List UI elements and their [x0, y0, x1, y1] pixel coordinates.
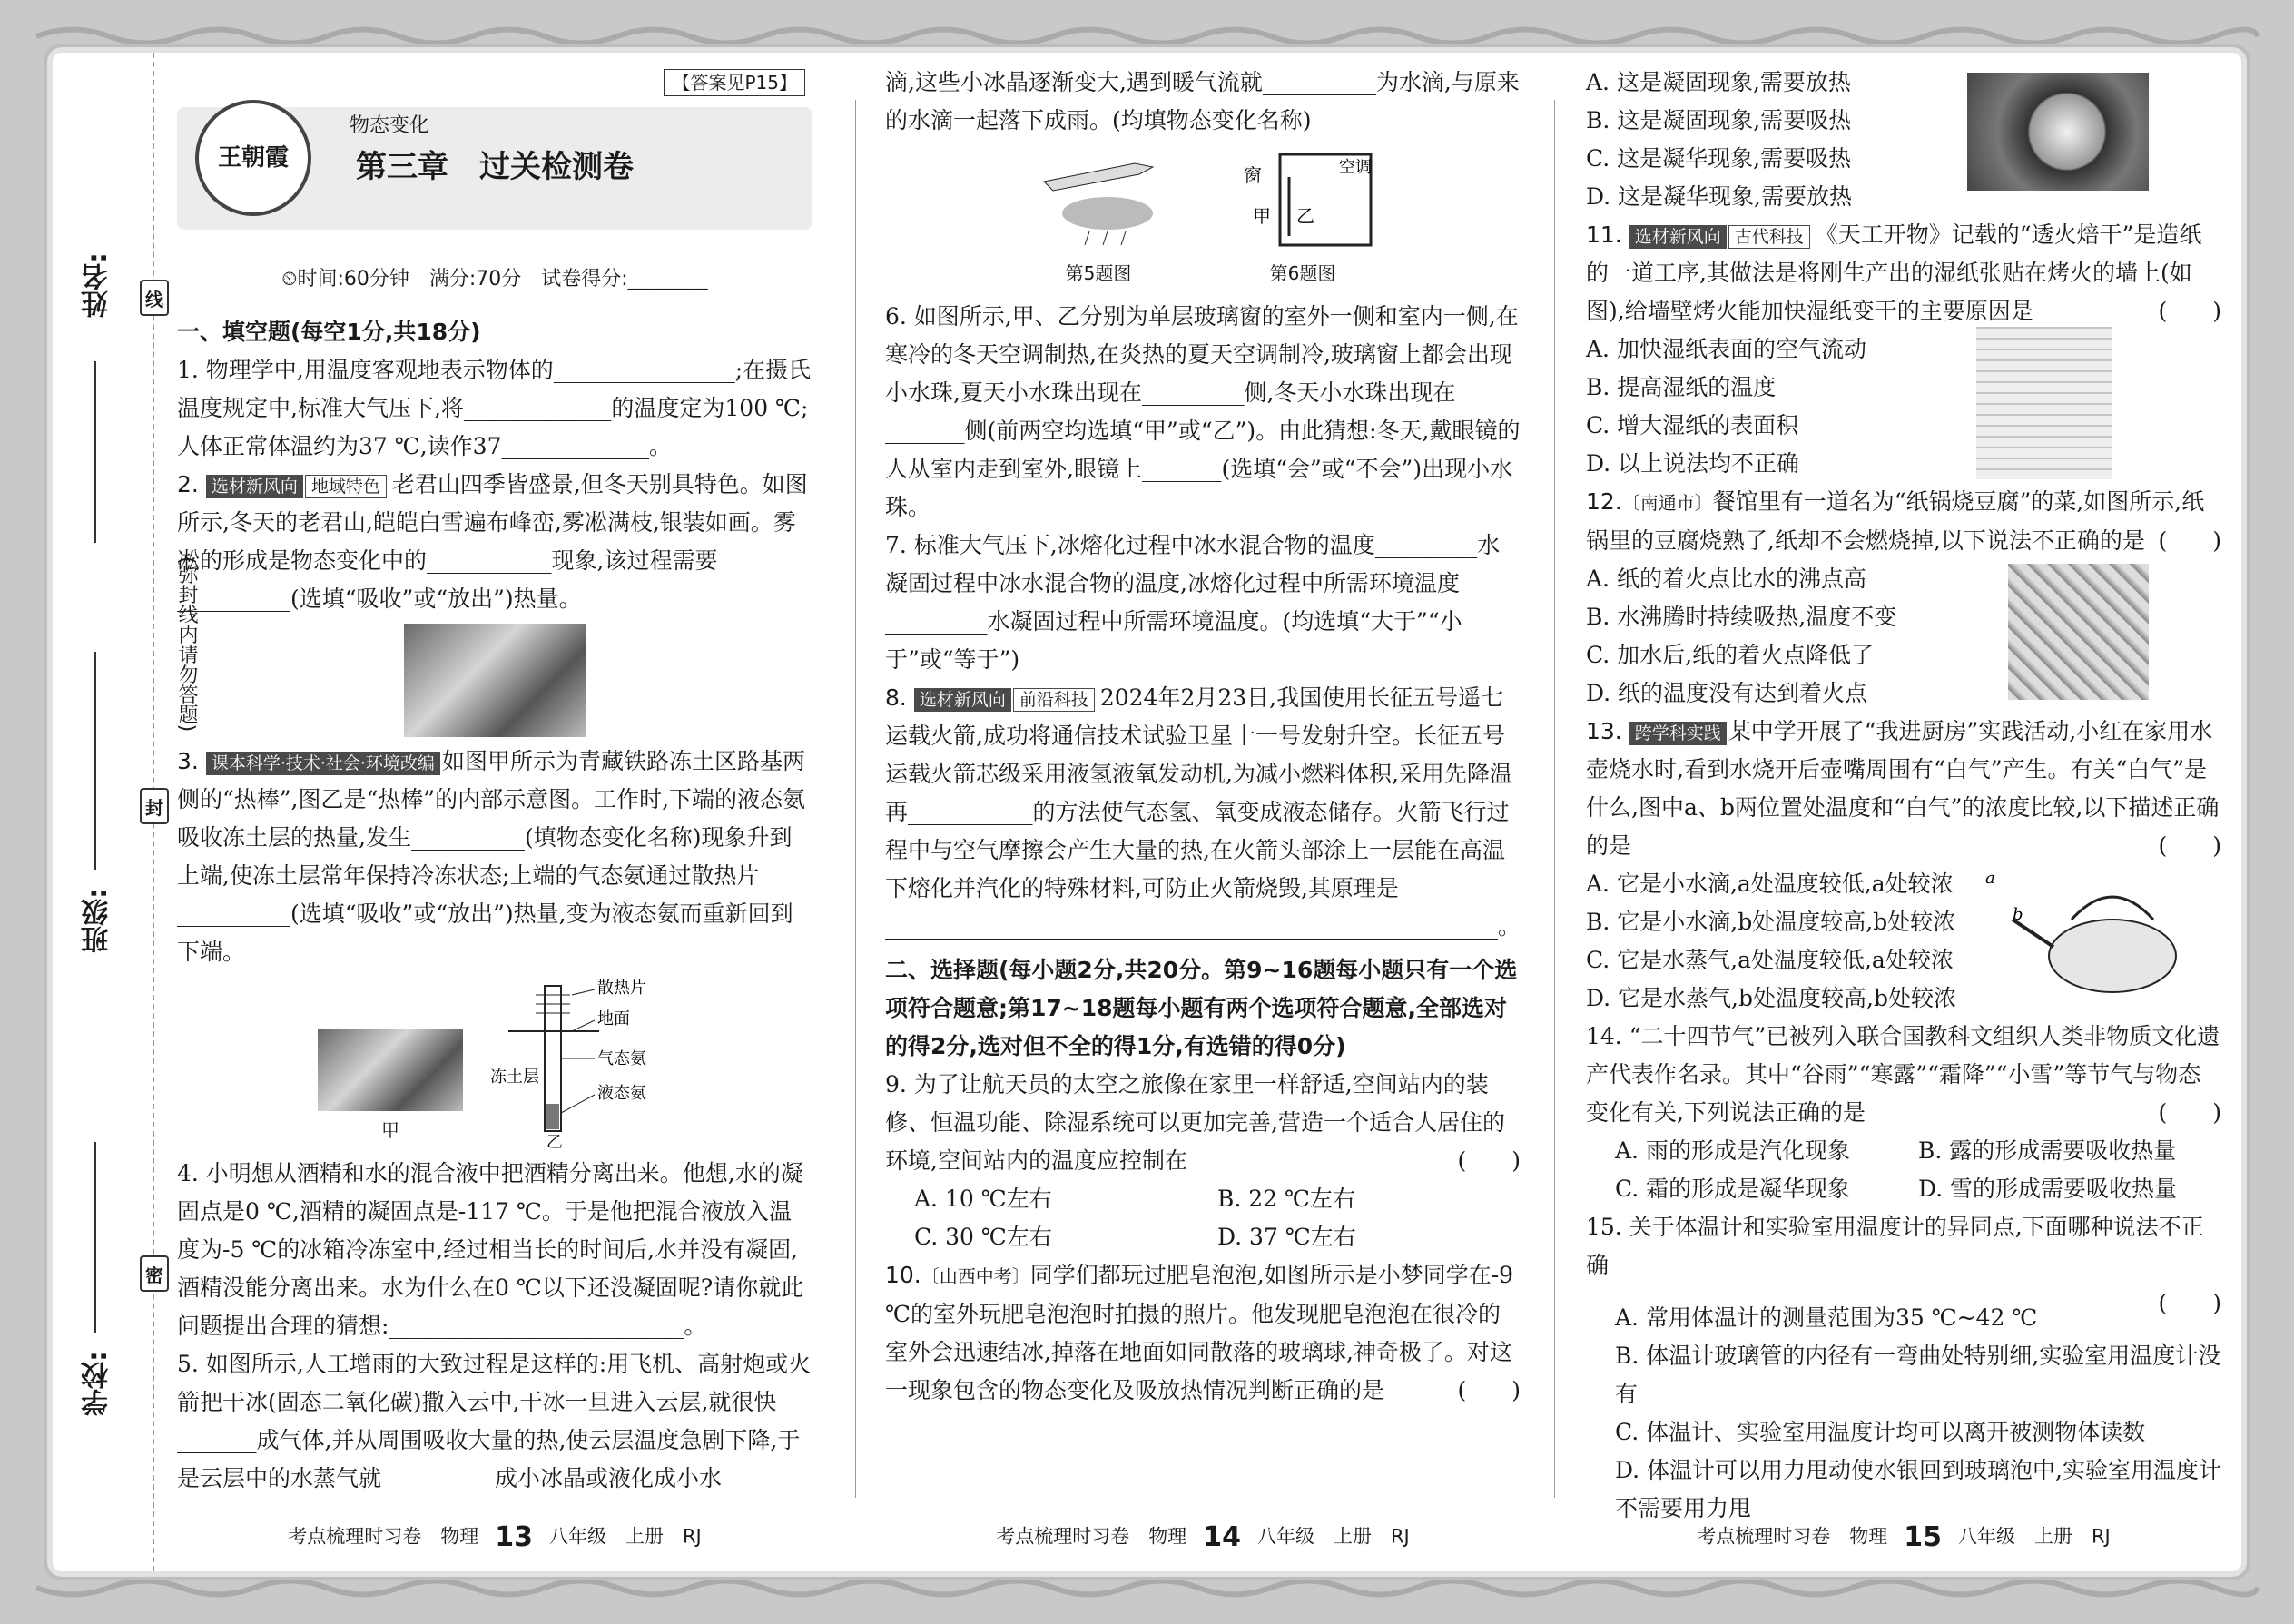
question-10: 10.〔山西中考〕同学们都玩过肥皂泡泡,如图所示是小梦同学在-9 ℃的室外玩肥皂泡泡时拍摄的照片。他发现肥皂泡泡在很冷的室外会迅速结冰,掉落在地面如同散落的玻璃球,神奇极了。对这一现象包含的物态变化及吸放热情况判断正确的是 ( ) [885, 1256, 1521, 1410]
question-13-text: 某中学开展了“我进厨房”实践活动,小红在家用水壶烧水时,看到水烧开后壶嘴周围有“白气”产生。有关“白气”是什么,图中a、b两位置处温度和“白气”的浓度比较,以下描述正确的是 [1586, 718, 2220, 859]
tag-new-trend: 选材新风向 [206, 475, 303, 498]
option-a[interactable]: A. 雨的形成是汽化现象 [1615, 1137, 1850, 1164]
seal-note: (弥封线内请勿答题) [175, 556, 198, 733]
label-ground: 地面 [597, 1009, 630, 1029]
footer-grade: 八年级 上册 RJ [1957, 1525, 2111, 1548]
question-9-options [885, 1180, 1521, 1256]
option-c[interactable]: C. 它是水蒸气,a处温度较低,a处较浓 [1586, 947, 1954, 973]
tag-new-trend: 选材新风向 [1629, 225, 1727, 249]
page-15 [1586, 64, 2221, 1528]
fig-caption-yi: 乙 [546, 1133, 563, 1149]
class-label: 班级: [82, 888, 113, 953]
tag-regional: 地域特色 [305, 475, 387, 498]
footer-grade: 八年级 上册 RJ [548, 1525, 702, 1548]
question-5-continued: 滴,这些小冰晶逐渐变大,遇到暖气流就__________为水滴,与原来的水滴一起落下成雨。(均填物态变化名称) [885, 69, 1520, 133]
name-line[interactable] [94, 361, 96, 543]
question-10-options [1586, 64, 2221, 216]
question-9-text: 9. 为了让航天员的太空之旅像在家里一样舒适,空间站内的装修、恒温功能、除湿系统可以更加完善,营造一个适合人居住的环境,空间站内的温度应控制在 [885, 1071, 1505, 1174]
page-14 [885, 64, 1521, 1410]
question-12: 12.〔南通市〕餐馆里有一道名为“纸锅烧豆腐”的菜,如图所示,纸锅里的豆腐烧熟了,纸却不会燃烧掉,以下说法不正确的是 ( ) [1586, 483, 2221, 560]
paper-pot-tofu-photo [2008, 564, 2149, 700]
option-a[interactable]: A. 它是小水滴,a处温度较低,a处较浓 [1586, 871, 1954, 897]
answer-paren[interactable]: ( ) [1457, 1377, 1521, 1403]
question-7: 7. 标准大气压下,冰熔化过程中冰水混合物的温度_________水凝固过程中冰水混合物的温度,冰熔化过程中所需环境温度_________水凝固过程中所需环境温度。(均选填“大于”“小于”或“等于”) [885, 532, 1501, 673]
answer-paren[interactable]: ( ) [1457, 1147, 1521, 1174]
question-13: 13. 跨学科实践 某中学开展了“我进厨房”实践活动,小红在家用水壶烧水时,看到水烧开后壶嘴周围有“白气”产生。有关“白气”是什么,图中a、b两位置处温度和“白气”的浓度比较,以下描述正确的是 ( ) [1586, 713, 2221, 865]
frozen-bubble-photo [1967, 73, 2149, 191]
name-label: 姓名: [82, 252, 113, 318]
answer-paren[interactable]: ( ) [2158, 1099, 2221, 1126]
tag-new-trend: 选材新风向 [914, 688, 1011, 712]
option-b[interactable]: B. 露的形成需要吸收热量 [1918, 1137, 2177, 1164]
option-c[interactable]: C. 霜的形成是凝华现象 [1615, 1176, 1851, 1202]
option-c[interactable]: C. 体温计、实验室用温度计均可以离开被测物体读数 [1615, 1419, 2146, 1445]
question-11: 11. 选材新风向 古代科技 《天工开物》记载的“透火焙干”是造纸的一道工序,其做法是将刚生产出的湿纸张贴在烤火的墙上(如图),给墙壁烤火能加快湿纸变干的主要原因是 ( ) [1586, 216, 2221, 330]
label-gas-ammonia: 气态氨 [597, 1049, 646, 1068]
page-title: 第三章 过关检测卷 [356, 149, 634, 185]
snow-mountain-photo [404, 624, 586, 737]
class-line[interactable] [94, 652, 96, 870]
question-5: 5. 如图所示,人工增雨的大致过程是这样的:用飞机、高射炮或火箭把干冰(固态二氧化碳)撒入云中,干冰一旦进入云层,就很快_______成气体,并从周围吸收大量的热,使云层温度急剧下降,于是云层中的水蒸气就__________成小冰晶或液化成小水 [177, 1351, 812, 1491]
railway-photo [318, 1029, 463, 1111]
answer-reference: 【答案见P15】 [664, 69, 805, 96]
footer-series: 考点梳理时习卷 物理 [288, 1525, 479, 1548]
footer-grade: 八年级 上册 RJ [1256, 1525, 1410, 1548]
logo-text: 王朝霞 [217, 144, 289, 172]
section-fill-blank: 一、填空题(每空1分,共18分) [177, 319, 481, 345]
option-a[interactable]: A. 常用体温计的测量范围为35 ℃~42 ℃ [1615, 1304, 2038, 1331]
option-a[interactable]: A. 10 ℃左右 [914, 1186, 1052, 1212]
option-a[interactable]: A. 纸的着火点比水的沸点高 [1586, 566, 1866, 592]
question-12-text: 餐馆里有一道名为“纸锅烧豆腐”的菜,如图所示,纸锅里的豆腐烧熟了,纸却不会燃烧掉,以下说法不正确的是 [1586, 488, 2205, 554]
page-footer [177, 1521, 812, 1553]
page-number: 15 [1904, 1521, 1942, 1553]
option-b[interactable]: B. 提高湿纸的温度 [1586, 374, 1777, 400]
question-4: 4. 小明想从酒精和水的混合液中把酒精分离出来。他想,水的凝固点是0 ℃,酒精的凝固点是-117 ℃。于是他把混合液放入温度为-5 ℃的冰箱冷冻室中,经过相当长的时间后,水并没有凝固,酒精没能分离出来。水为什么在0 ℃以下还没凝固呢?请你就此问题提出合理的猜想:__________________________。 [177, 1160, 804, 1339]
tag-frontier: 前沿科技 [1013, 688, 1095, 712]
tag-ancient-tech: 古代科技 [1728, 225, 1810, 249]
answer-paren[interactable]: ( ) [2158, 298, 2221, 324]
question-12-options [1586, 560, 2221, 713]
seal-line: 线 [140, 280, 169, 316]
chapter-tag: 物态变化 [350, 114, 430, 137]
option-c[interactable]: C. 增大湿纸的表面积 [1586, 412, 1799, 438]
option-b[interactable]: B. 水沸腾时持续吸热,温度不变 [1586, 604, 1897, 630]
option-d[interactable]: D. 它是水蒸气,b处温度较高,b处较浓 [1586, 985, 1956, 1011]
column-divider [1554, 100, 1555, 1498]
question-14-options [1586, 1132, 2221, 1208]
question-13-options [1586, 865, 2221, 1018]
answer-paren[interactable]: ( ) [2158, 1290, 2221, 1316]
option-b[interactable]: B. 22 ℃左右 [1217, 1186, 1355, 1212]
section-choice: 二、选择题(每小题2分,共20分。第9~16题每小题只有一个选项符合题意;第17~18题每小题有两个选项符合题意,全部选对的得2分,选对但不全的得1分,有选错的得0分) [885, 957, 1518, 1059]
fig-caption-jia: 甲 [381, 1119, 399, 1141]
airplane-cloud-diagram [1026, 145, 1171, 254]
question-8-text: 2024年2月23日,我国使用长征五号遥七运载火箭,成功将通信技术试验卫星十一号发射升空。长征五号运载火箭芯级采用液氢液氧发动机,为减小燃料体积,采用先降温再___________的方法使气态氢、氧变成液态储存。火箭飞行过程中与空气摩擦会产生大量的热,在火箭头部涂上一层能在高温下熔化并汽化的特殊材料,可防止火箭烧毁,其原理是______________________________________________________。 [885, 684, 1521, 940]
page-13 [177, 64, 812, 1498]
question-15 [1586, 1208, 2221, 1316]
school-label: 学校: [82, 1351, 113, 1416]
chapter-header [177, 72, 812, 230]
question-11-text: 《天工开物》记载的“透火焙干”是造纸的一道工序,其做法是将刚生产出的湿纸张贴在烤火的墙上(如图),给墙壁烤火能加快湿纸变干的主要原因是 [1586, 221, 2202, 324]
exam-meta: ⏲时间:60分钟 满分:70分 试卷得分:________ [281, 268, 708, 290]
school-line[interactable] [94, 1142, 96, 1333]
label-a: a [1985, 869, 1995, 888]
label-outside: 甲 [1253, 205, 1271, 227]
label-fins: 散热片 [597, 979, 646, 998]
window-ac-diagram [1226, 145, 1380, 254]
question-source: 〔南通市〕 [1621, 492, 1713, 514]
page-footer [885, 1521, 1521, 1553]
option-c[interactable]: C. 这是凝华现象,需要吸热 [1586, 145, 1852, 172]
page-number: 13 [495, 1521, 533, 1553]
option-d[interactable]: D. 纸的温度没有达到着火点 [1586, 680, 1868, 706]
footer-series: 考点梳理时习卷 物理 [1697, 1525, 1888, 1548]
label-frozen-soil: 冻土层 [490, 1068, 539, 1087]
binding-margin [53, 53, 198, 1571]
heat-rod-figure [177, 977, 812, 1149]
option-c[interactable]: C. 30 ℃左右 [914, 1224, 1052, 1250]
page-footer [1586, 1521, 2221, 1553]
question-source: 〔山西中考〕 [921, 1265, 1030, 1287]
option-b[interactable]: B. 体温计玻璃管的内径有一弯曲处特别细,实验室用温度计没有 [1615, 1343, 2221, 1407]
page-number: 14 [1203, 1521, 1241, 1553]
question-15-text: 15. 关于体温计和实验室用温度计的异同点,下面哪种说法不正确 [1586, 1214, 2204, 1278]
question-10-text: 同学们都玩过肥皂泡泡,如图所示是小梦同学在-9 ℃的室外玩肥皂泡泡时拍摄的照片。他发现肥皂泡泡在很冷的室外会迅速结冰,掉落在地面如同散落的玻璃球,神奇极了。对这一现象包含的物态变化及吸放热情况判断正确的是 [885, 1262, 1514, 1403]
option-d[interactable]: D. 以上说法均不正确 [1586, 450, 1800, 477]
option-d[interactable]: D. 37 ℃左右 [1217, 1224, 1356, 1250]
question-1: 1. 物理学中,用温度客观地表示物体的________________;在摄氏温度规定中,标准大气压下,将_____________的温度定为100 ℃;人体正常体温约为37 ℃,读作37_____________。 [177, 357, 812, 459]
question-2: 2. 选材新风向 地域特色 老君山四季皆盛景,但冬天别具特色。如图所示,冬天的老君山,皑皑白雪遍布峰峦,雾凇满枝,银装如画。雾凇的形成是物态变化中的___________现象,该过程需要__________(选填“吸收”或“放出”)热量。 [177, 471, 808, 612]
tag-interdisciplinary: 跨学科实践 [1629, 722, 1727, 745]
question-15-options [1586, 1299, 2221, 1528]
question-14-text: 14. “二十四节气”已被列入联合国教科文组织人类非物质文化遗产代表作名录。其中“谷雨”“寒露”“霜降”“小雪”等节气与物态变化有关,下列说法正确的是 [1586, 1023, 2220, 1126]
label-b: b [2013, 905, 2023, 924]
option-b[interactable]: B. 它是小水滴,b处温度较高,b处较浓 [1586, 909, 1956, 935]
seal-secret: 密 [140, 1255, 169, 1292]
option-d[interactable]: D. 体温计可以用力甩动使水银回到玻璃泡中,实验室用温度计不需要用力甩 [1615, 1457, 2221, 1521]
question-9 [885, 1066, 1521, 1180]
question-6: 6. 如图所示,甲、乙分别为单层玻璃窗的室外一侧和室内一侧,在寒冷的冬天空调制热,在炎热的夏天空调制冷,玻璃窗上都会出现小水珠,夏天小水珠出现在_________侧,冬天小水珠出现在_______侧(前两空均选填“甲”或“乙”)。由此猜想:冬天,戴眼镜的人从室内走到室外,眼镜上_______(选填“会”或“不会”)出现小水珠。 [885, 303, 1521, 520]
kettle-diagram [1985, 865, 2194, 1001]
label-ac: 空调 [1339, 158, 1372, 177]
figures-5-6 [885, 145, 1521, 292]
label-window: 窗 [1244, 164, 1262, 186]
option-c[interactable]: C. 加水后,纸的着火点降低了 [1586, 642, 1875, 668]
paper-drying-illustration [1976, 327, 2112, 479]
heat-rod-diagram [490, 977, 672, 1149]
fig6-caption: 第6题图 [1269, 262, 1336, 284]
seal-seal: 封 [140, 788, 169, 824]
column-divider [855, 100, 856, 1498]
answer-paren[interactable]: ( ) [2158, 527, 2221, 554]
tag-textbook: 课本科学·技术·社会·环境改编 [206, 752, 440, 775]
option-d[interactable]: D. 雪的形成需要吸收热量 [1918, 1176, 2178, 1202]
question-3: 3. 课本科学·技术·社会·环境改编 如图甲所示为青藏铁路冻土区路基两侧的“热棒”,图乙是“热棒”的内部示意图。工作时,下端的液态氨吸收冻土层的热量,发生__________(填物态变化名称)现象升到上端,使冻土层常年保持冷冻状态;上端的气态氨通过散热片__________(选填“吸收”或“放出”)热量,变为液态氨而重新回到下端。 [177, 748, 806, 965]
label-liquid-ammonia: 液态氨 [597, 1084, 646, 1103]
option-a[interactable]: A. 这是凝固现象,需要放热 [1586, 69, 1851, 95]
question-11-options [1586, 330, 2221, 483]
option-b[interactable]: B. 这是凝固现象,需要吸热 [1586, 107, 1852, 133]
option-d[interactable]: D. 这是凝华现象,需要放热 [1586, 183, 1852, 210]
fig5-caption: 第5题图 [1065, 262, 1132, 284]
label-inside: 乙 [1296, 205, 1314, 227]
answer-paren[interactable]: ( ) [2158, 832, 2221, 859]
question-14 [1586, 1018, 2221, 1132]
question-3-text: 如图甲所示为青藏铁路冻土区路基两侧的“热棒”,图乙是“热棒”的内部示意图。工作时,下端的液态氨吸收冻土层的热量,发生__________(填物态变化名称)现象升到上端,使冻土层常年保持冷冻状态;上端的气态氨通过散热片__________(选填“吸收”或“放出”)热量,变为液态氨而重新回到下端。 [177, 748, 806, 965]
question-2-text: 老君山四季皆盛景,但冬天别具特色。如图所示,冬天的老君山,皑皑白雪遍布峰峦,雾凇满枝,银装如画。雾凇的形成是物态变化中的___________现象,该过程需要__________(选填“吸收”或“放出”)热量。 [177, 471, 808, 612]
question-8: 8. 选材新风向 前沿科技 2024年2月23日,我国使用长征五号遥七运载火箭,成功将通信技术试验卫星十一号发射升空。长征五号运载火箭芯级采用液氢液氧发动机,为减小燃料体积,采用先降温再___________的方法使气态氢、氧变成液态储存。火箭飞行过程中与空气摩擦会产生大量的热,在火箭头部涂上一层能在高温下熔化并汽化的特殊材料,可防止火箭烧毁,其原理是______________________________________________________。 [885, 684, 1521, 940]
footer-series: 考点梳理时习卷 物理 [996, 1525, 1187, 1548]
option-a[interactable]: A. 加快湿纸表面的空气流动 [1586, 336, 1866, 362]
